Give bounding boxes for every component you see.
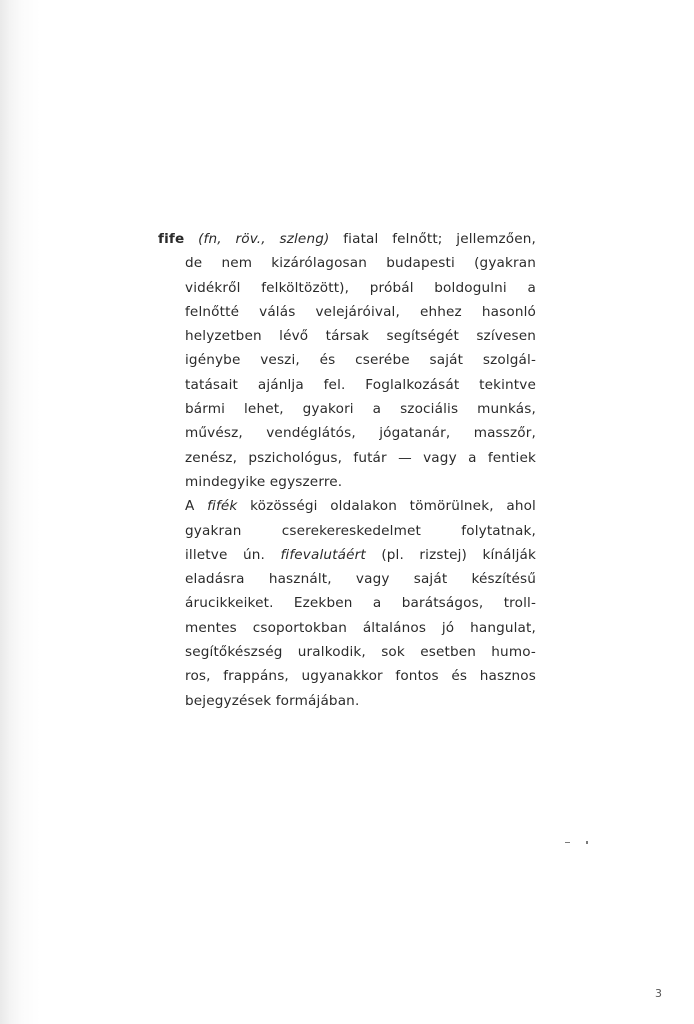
term-fifek: fifék [207, 498, 238, 515]
entry-line [158, 543, 536, 567]
entry-line: tatásait ajánlja fel. Foglalkozását tekintve [185, 376, 536, 393]
entry-line: vidékről felköltözött), próbál boldogulni a [185, 279, 536, 296]
entry-line: mindegyike egyszerre. [185, 473, 343, 490]
grammar-note: (fn, röv., szleng) [198, 231, 330, 247]
entry-line: helyzetben lévő társak segítségét szívesen [185, 328, 536, 345]
entry-line: mentes csoportokban általános jó hangulat, [185, 619, 536, 636]
entry-line: segítőkészség uralkodik, sok esetben humo- [185, 644, 536, 661]
entry-line: művész, vendéglátós, jógatanár, masszőr, [185, 425, 536, 442]
headword: fife [158, 231, 185, 247]
page-number: 3 [655, 987, 662, 1000]
entry-line: árucikkeiket. Ezekben a barátságos, troll- [185, 595, 536, 612]
entry-line: zenész, pszichológus, futár — vagy a fentiek [185, 449, 536, 466]
entry-text: közösségi oldalakon tömörülnek, ahol [250, 498, 536, 515]
entry-text: (pl. rizstej) kínálják [381, 546, 536, 563]
definition-text: fiatal felnőtt; jellemzően, [343, 231, 536, 247]
entry-line: bejegyzések formájában. [185, 692, 360, 709]
entry-line: gyakran cserekereskedelmet folytatnak, [185, 522, 536, 539]
term-fifevaluta: fifevalutáért [280, 546, 366, 563]
entry-text: A [185, 498, 195, 515]
print-specks [565, 839, 595, 847]
entry-line: de nem kizárólagosan budapesti (gyakran [185, 255, 536, 272]
entry-line-1 [158, 227, 536, 251]
entry-line: ros, frappáns, ugyanakkor fontos és hasznos [185, 668, 536, 685]
entry-text: illetve ún. [185, 546, 265, 563]
dictionary-entry [158, 227, 536, 713]
entry-line: igénybe veszi, és cserébe saját szolgál- [185, 352, 536, 369]
entry-line: bármi lehet, gyakori a szociális munkás, [185, 401, 536, 418]
entry-line: felnőtté válás velejáróival, ehhez hasonló [185, 303, 536, 320]
entry-line: eladásra használt, vagy saját készítésű [185, 571, 536, 588]
entry-line [158, 494, 536, 518]
